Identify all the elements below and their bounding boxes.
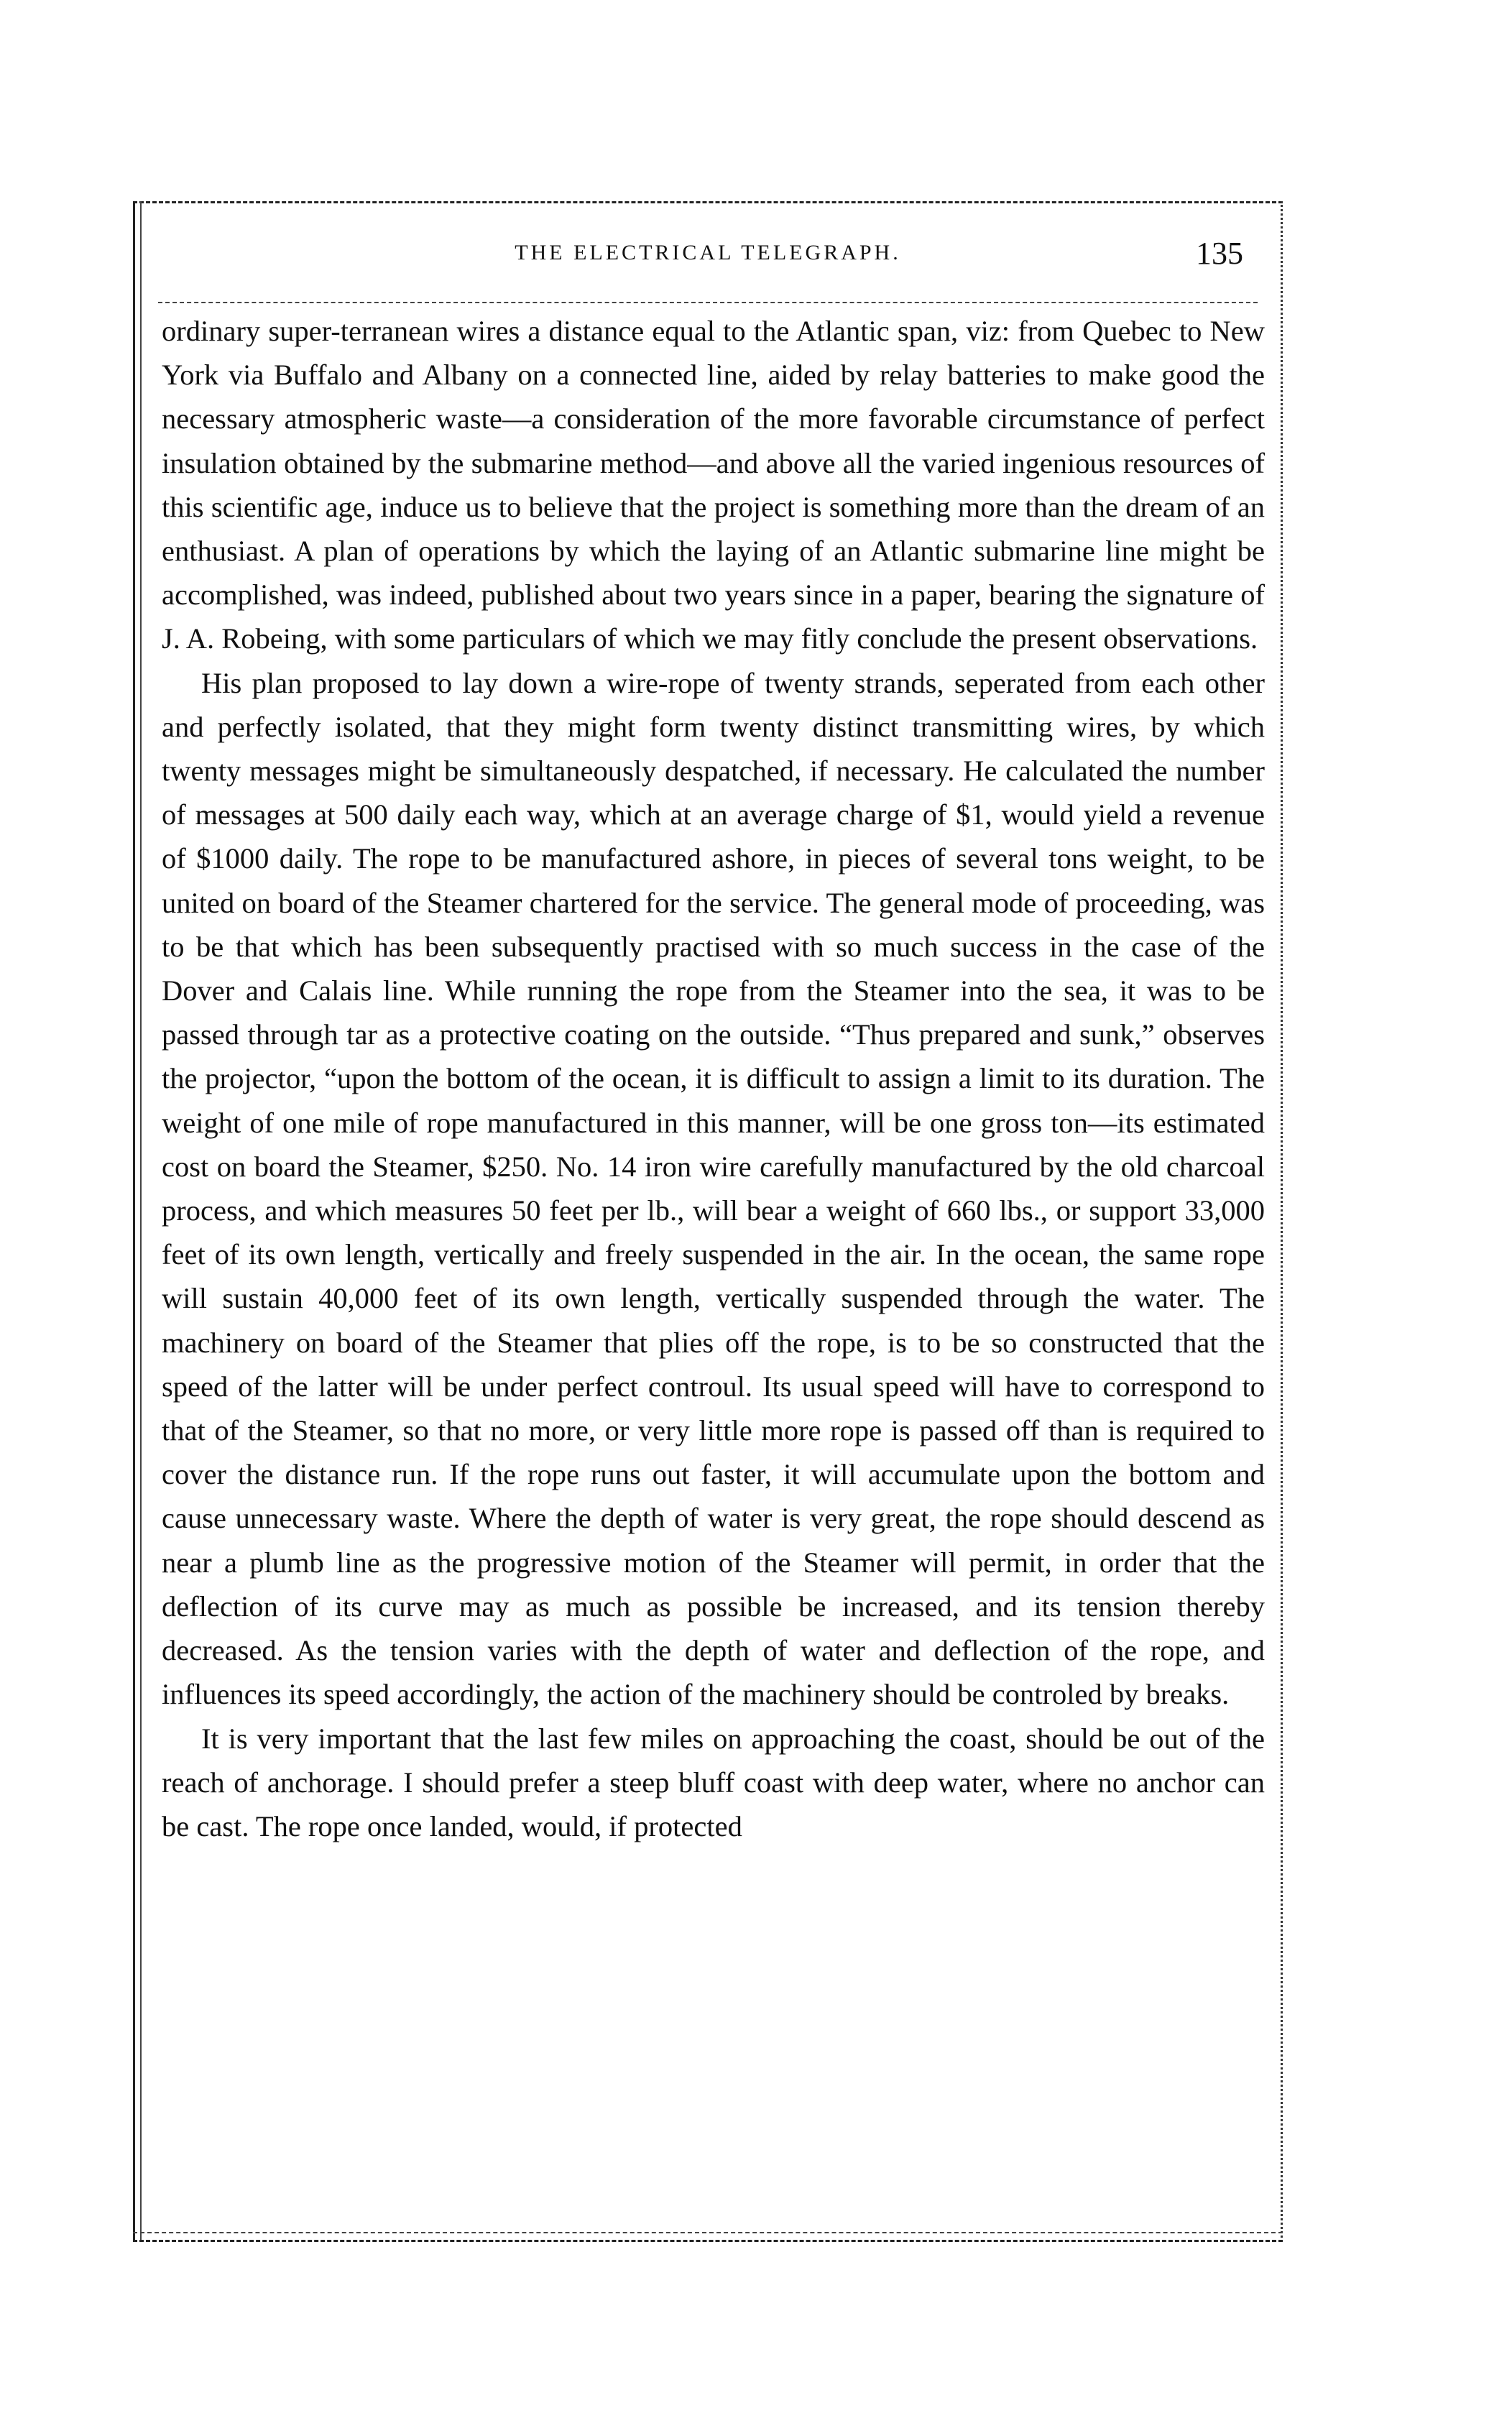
paragraph-plan: His plan proposed to lay down a wire-rope of twenty strands, seperated from each other and perfectly isolated, that they might form twenty distinct transmitting wires, by which twenty messages might be simultaneously despatched, if necessary. He calculated the number of messages at 500 daily each way, which at an average charge of $1, would yield a revenue of $1000 daily. The rope to be manufactured ashore, in pieces of several tons weight, to be united on board of the Steamer chartered for the service. The general mode of proceeding, was to be that which has been subsequently practised with so much success in the case of the Dover and Calais line. While running the rope from the Steamer into the sea, it was to be passed through tar as a protective coating on the outside. “Thus prepared and sunk,” observes the projector, “upon the bottom of the ocean, it is difficult to assign a limit to its duration. The weight of one mile of rope manufactured in this manner, will be one gross ton—its estimated cost on board the Steamer, $250. No. 14 iron wire carefully manufactured by the old charcoal process, and which measures 50 feet per lb., will bear a weight of 660 lbs., or support 33,000 feet of its own length, vertically and freely suspended in the air. In the ocean, the same rope will sustain 40,000 feet of its own length, vertically suspended through the water. The machinery on board of the Steamer that plies off the rope, is to be so constructed that the speed of the latter will be under perfect controul. Its usual speed will have to correspond to that of the Steamer, so that no more, or very little more rope is passed off than is required to cover the distance run. If the rope runs out faster, it will accumulate upon the bottom and cause unnecessary waste. Where the depth of water is very great, the rope should descend as near a plumb line as the progressive motion of the Steamer will permit, in order that the deflection of its curve may as much as possible be increased, and its tension thereby decreased. As the tension varies with the depth of water and deflection of the rope, and influences its speed accordingly, the action of the machinery should be controled by breaks. — [162, 666, 1265, 1711]
frame-left-rule — [133, 201, 135, 2242]
paragraph-coast: It is very important that the last few miles on approaching the coast, should be out of the reach of anchorage. I should prefer a steep bluff coast with deep water, where no anchor can be cast. The rope once landed, would, if protected — [162, 1722, 1265, 1842]
body-text — [162, 309, 1265, 1848]
frame-bottom-inner-rule — [133, 2232, 1283, 2233]
frame-right-rule — [1281, 201, 1283, 2242]
frame-bottom-rule — [133, 2240, 1283, 2242]
header-rule — [158, 302, 1258, 303]
frame-top-rule — [133, 201, 1283, 203]
page-number: 135 — [1196, 236, 1243, 271]
paragraph-continued: ordinary super-terranean wires a distance equal to the Atlantic span, viz: from Quebec to New York via Buffalo and Albany on a connected line, aided by relay batteries to make good the necessary atmospheric waste—a consideration of the more favorable circumstance of perfect insulation obtained by the submarine method—and above all the varied ingenious resources of this scientific age, induce us to believe that the project is something more than the dream of an enthusiast. A plan of operations by which the laying of an Atlantic submarine line might be accomplished, was indeed, published about two years since in a paper, bearing the signature of J. A. Robeing, with some particulars of which we may fitly conclude the present observations. — [162, 315, 1265, 655]
frame-left-inner-rule — [140, 201, 142, 2242]
running-head: THE ELECTRICAL TELEGRAPH. — [515, 241, 901, 264]
page-header — [158, 236, 1258, 284]
